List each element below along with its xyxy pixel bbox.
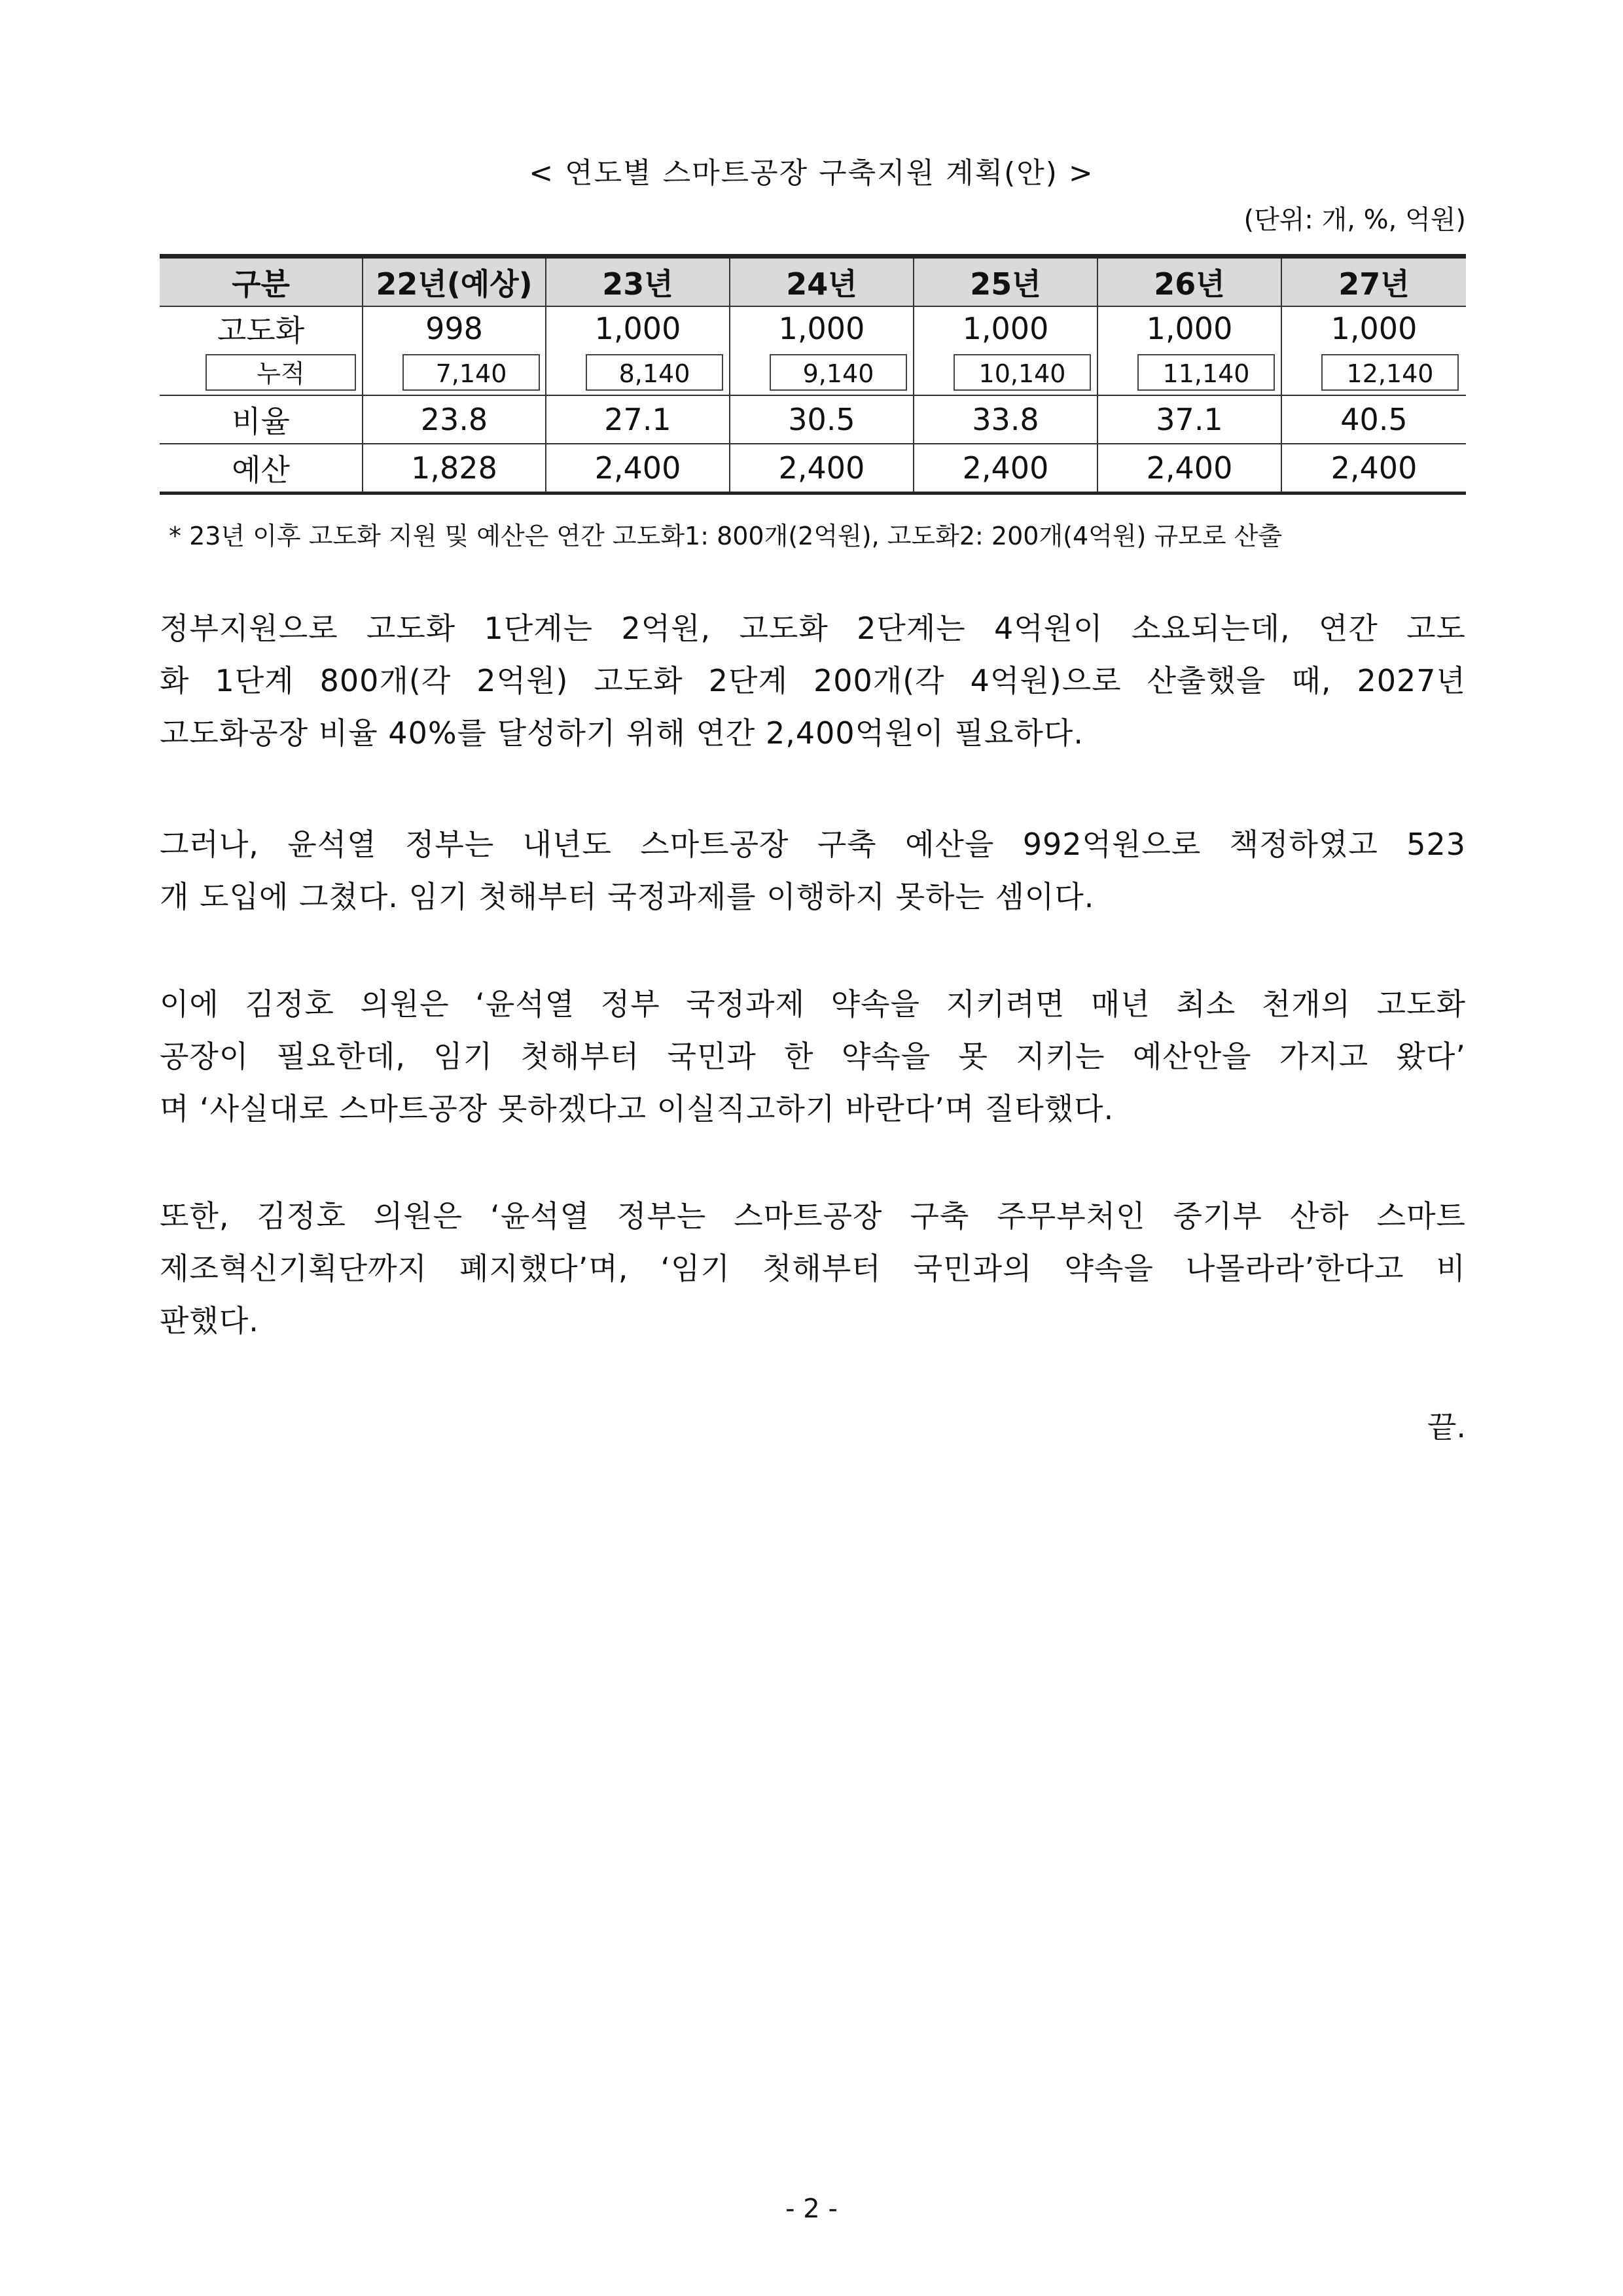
paragraph-line: 이에 김정호 의원은 ‘윤석열 정부 국정과제 약속을 지키려면 매년 최소 천개의 고도화 [160, 986, 1466, 1022]
unit-note: (단위: 개, %, 억원) [1243, 205, 1466, 235]
header-cell: 24년 [730, 257, 914, 306]
header-cell: 25년 [914, 257, 1097, 306]
table-cell: 23.8 [363, 395, 546, 444]
table-cell: 2,400 [546, 444, 730, 493]
smart-factory-plan-table [160, 254, 1466, 495]
table-cell: 37.1 [1097, 395, 1281, 444]
paragraph-line: 공장이 필요한데, 임기 첫해부터 국민과 한 약속을 못 지키는 예산안을 가지고 왔다’ [160, 1039, 1466, 1074]
table-cell: 10,140 [954, 354, 1091, 391]
table-cell: 40.5 [1281, 395, 1466, 444]
paragraph-3 [160, 978, 1466, 1135]
table-cell: 1,000 [1097, 306, 1281, 350]
table-footnote: * 23년 이후 고도화 지원 및 예산은 연간 고도화1: 800개(2억원), 고도화2: 200개(4억원) 규모로 산출 [169, 522, 1283, 550]
table-row-ratio [160, 395, 1466, 444]
header-cell: 23년 [546, 257, 730, 306]
table-cell: 1,000 [730, 306, 914, 350]
table-cell: 1,000 [546, 306, 730, 350]
paragraph-2 [160, 818, 1466, 923]
paragraph-line: 화 1단계 800개(각 2억원) 고도화 2단계 200개(각 4억원)으로 산출했을 때, 2027년 [160, 663, 1466, 698]
row-label: 고도화 [217, 312, 305, 348]
table-cell: 11,140 [1137, 354, 1275, 391]
table-cell: 1,000 [1281, 306, 1466, 350]
table-title: < 연도별 스마트공장 구축지원 계획(안) > [529, 156, 1094, 190]
table-cell: 27.1 [546, 395, 730, 444]
paragraph-line: 고도화공장 비율 40%를 달성하기 위해 연간 2,400억원이 필요하다. [160, 715, 1084, 751]
table-cell: 2,400 [1281, 444, 1466, 493]
table-row-budget [160, 444, 1466, 493]
table-cell: 998 [363, 306, 546, 350]
page-number: - 2 - [785, 2194, 838, 2224]
table-cell: 2,400 [730, 444, 914, 493]
table-cell: 9,140 [770, 354, 907, 391]
table-cell: 7,140 [402, 354, 540, 391]
paragraph-line: 또한, 김정호 의원은 ‘윤석열 정부는 스마트공장 구축 주무부처인 중기부 산하 스마트 [160, 1198, 1466, 1234]
table-cell: 33.8 [914, 395, 1097, 444]
paragraph-line: 그러나, 윤석열 정부는 내년도 스마트공장 구축 예산을 992억원으로 책정하였고 523 [160, 827, 1466, 862]
paragraph-1 [160, 602, 1466, 759]
row-label: 비율 [160, 395, 363, 444]
table-cell: 1,828 [363, 444, 546, 493]
table-cell: 1,000 [914, 306, 1097, 350]
paragraph-line: 정부지원으로 고도화 1단계는 2억원, 고도화 2단계는 4억원이 소요되는데, 연간 고도 [160, 611, 1466, 646]
header-cell: 구분 [160, 257, 363, 306]
paragraph-line: 판했다. [160, 1303, 259, 1338]
header-cell: 26년 [1097, 257, 1281, 306]
table-row-cumulative [160, 350, 1466, 395]
table-header-row [160, 257, 1466, 306]
paragraph-line: 개 도입에 그쳤다. 임기 첫해부터 국정과제를 이행하지 못하는 셈이다. [160, 879, 1095, 914]
table-cell: 12,140 [1321, 354, 1459, 391]
row-label: 누적 [205, 354, 356, 391]
header-cell: 22년(예상) [363, 257, 546, 306]
end-mark: 끝. [1427, 1409, 1466, 1444]
table-row-advanced [160, 306, 1466, 350]
header-cell: 27년 [1281, 257, 1466, 306]
table-cell: 2,400 [914, 444, 1097, 493]
paragraph-line: 며 ‘사실대로 스마트공장 못하겠다고 이실직고하기 바란다’며 질타했다. [160, 1091, 1115, 1126]
paragraph-line: 제조혁신기획단까지 폐지했다’며, ‘임기 첫해부터 국민과의 약속을 나몰라라’한다고 비 [160, 1251, 1466, 1286]
table-cell: 2,400 [1097, 444, 1281, 493]
table-cell: 8,140 [586, 354, 723, 391]
row-label: 예산 [160, 444, 363, 493]
table-cell: 30.5 [730, 395, 914, 444]
paragraph-4 [160, 1190, 1466, 1347]
